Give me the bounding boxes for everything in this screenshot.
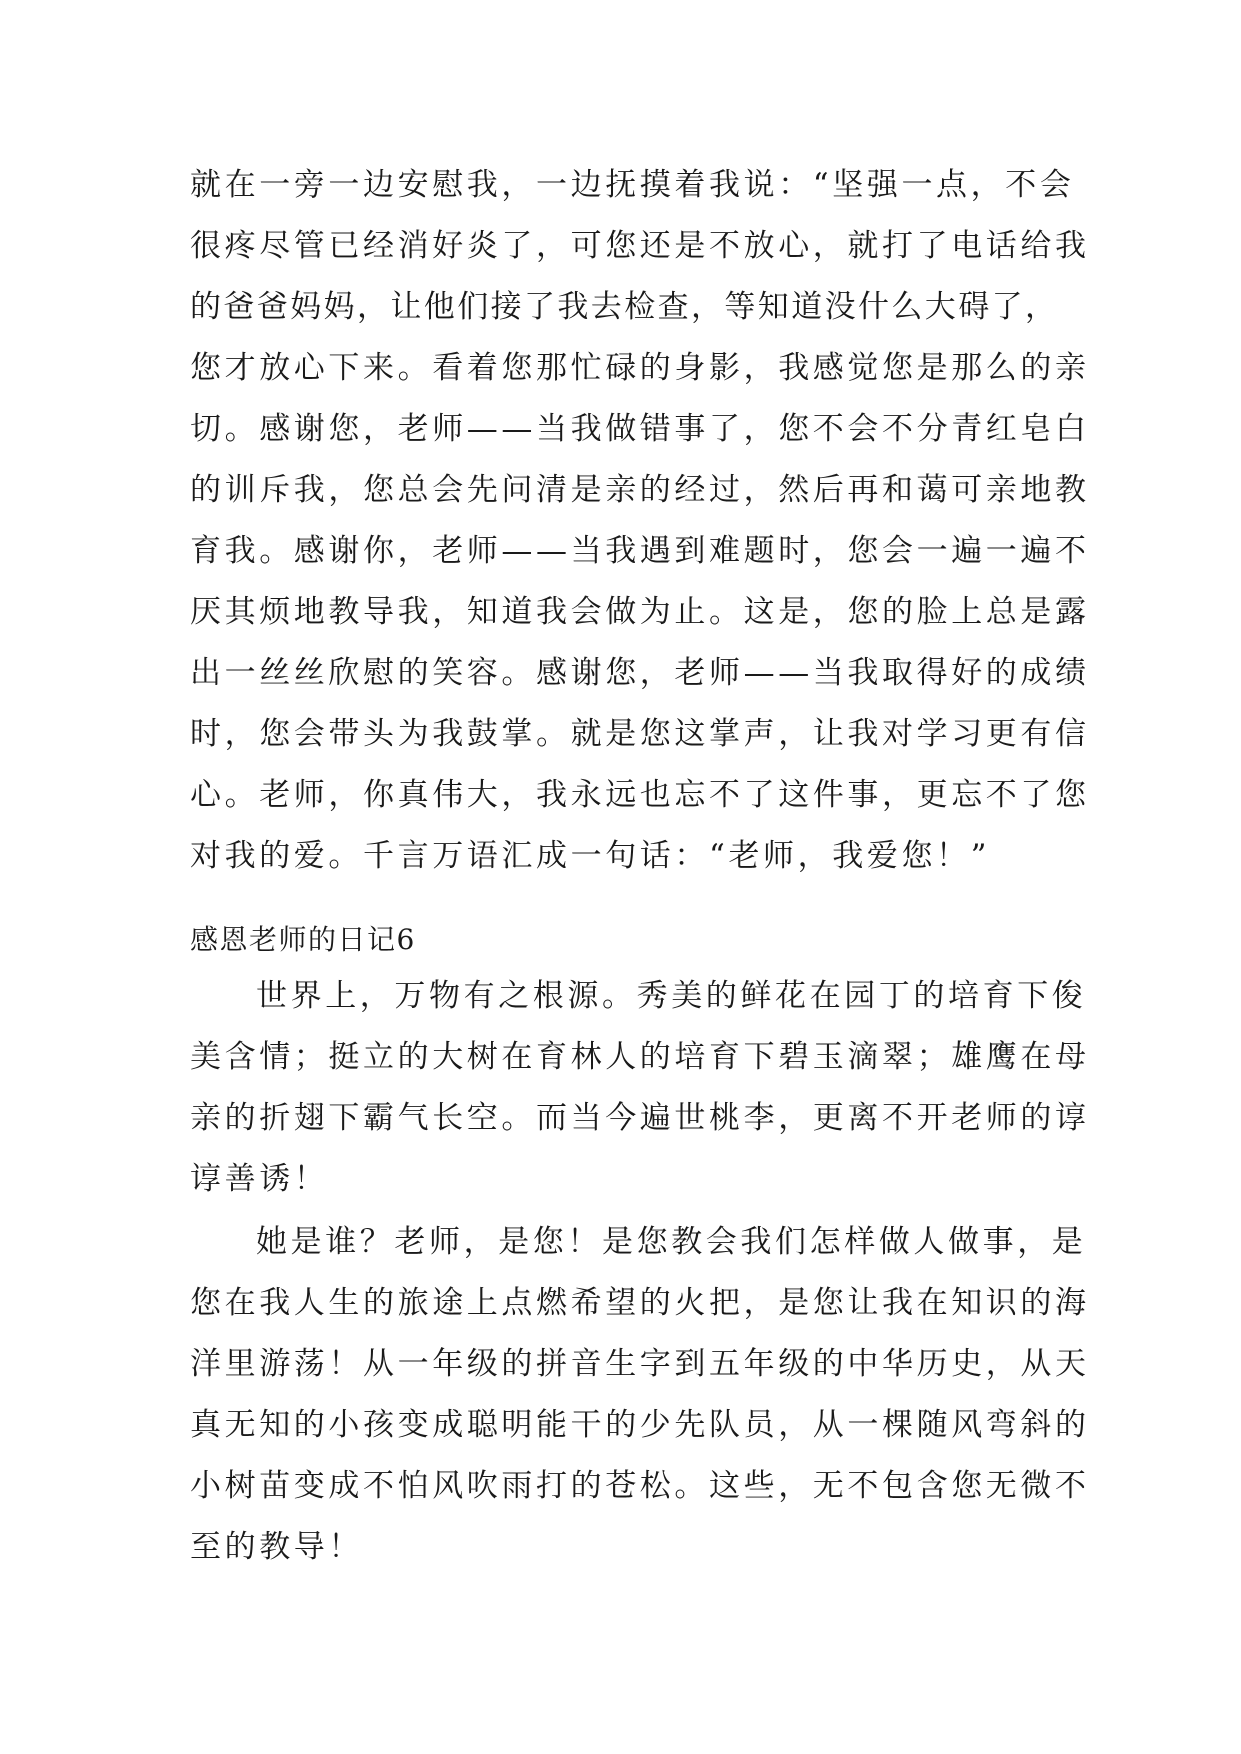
paragraph-line: 心。老师，你真伟大，我永远也忘不了这件事，更忘不了您: [190, 777, 1090, 813]
paragraph-line: 对我的爱。千言万语汇成一句话：“老师，我爱您！”: [190, 838, 991, 874]
paragraph-line: 谆善诱！: [190, 1161, 329, 1197]
paragraph-line: 切。感谢您，老师——当我做错事了，您不会不分青红皂白: [190, 411, 1090, 447]
paragraph-line: 出一丝丝欣慰的笑容。感谢您，老师——当我取得好的成绩: [190, 655, 1090, 691]
paragraph-line: 她是谁？老师，是您！是您教会我们怎样做人做事，是: [256, 1224, 1087, 1260]
paragraph-line: 小树苗变成不怕风吹雨打的苍松。这些，无不包含您无微不: [190, 1468, 1090, 1504]
section-title: 感恩老师的日记6: [190, 923, 416, 956]
paragraph-line: 您才放心下来。看着您那忙碌的身影，我感觉您是那么的亲: [190, 350, 1090, 386]
paragraph-line: 亲的折翅下霸气长空。而当今遍世桃李，更离不开老师的谆: [190, 1100, 1090, 1136]
paragraph-line: 真无知的小孩变成聪明能干的少先队员，从一棵随风弯斜的: [190, 1407, 1090, 1443]
paragraph-line: 厌其烦地教导我，知道我会做为止。这是，您的脸上总是露: [190, 594, 1090, 630]
paragraph-line: 的训斥我，您总会先问清是亲的经过，然后再和蔼可亲地教: [190, 472, 1090, 508]
paragraph-line: 时，您会带头为我鼓掌。就是您这掌声，让我对学习更有信: [190, 716, 1090, 752]
paragraph-line: 洋里游荡！从一年级的拼音生字到五年级的中华历史，从天: [190, 1346, 1090, 1382]
paragraph-line: 的爸爸妈妈，让他们接了我去检查，等知道没什么大碍了，: [190, 289, 1059, 325]
paragraph-line: 很疼尽管已经消好炎了，可您还是不放心，就打了电话给我: [190, 228, 1090, 264]
paragraph-line: 至的教导！: [190, 1529, 363, 1565]
paragraph-line: 就在一旁一边安慰我，一边抚摸着我说：“坚强一点，不会: [190, 167, 1075, 203]
paragraph-line: 美含情；挺立的大树在育林人的培育下碧玉滴翠；雄鹰在母: [190, 1039, 1090, 1075]
paragraph-line: 育我。感谢你，老师——当我遇到难题时，您会一遍一遍不: [190, 533, 1090, 569]
paragraph-line: 世界上，万物有之根源。秀美的鲜花在园丁的培育下俊: [256, 978, 1087, 1014]
paragraph-line: 您在我人生的旅途上点燃希望的火把，是您让我在知识的海: [190, 1285, 1090, 1321]
